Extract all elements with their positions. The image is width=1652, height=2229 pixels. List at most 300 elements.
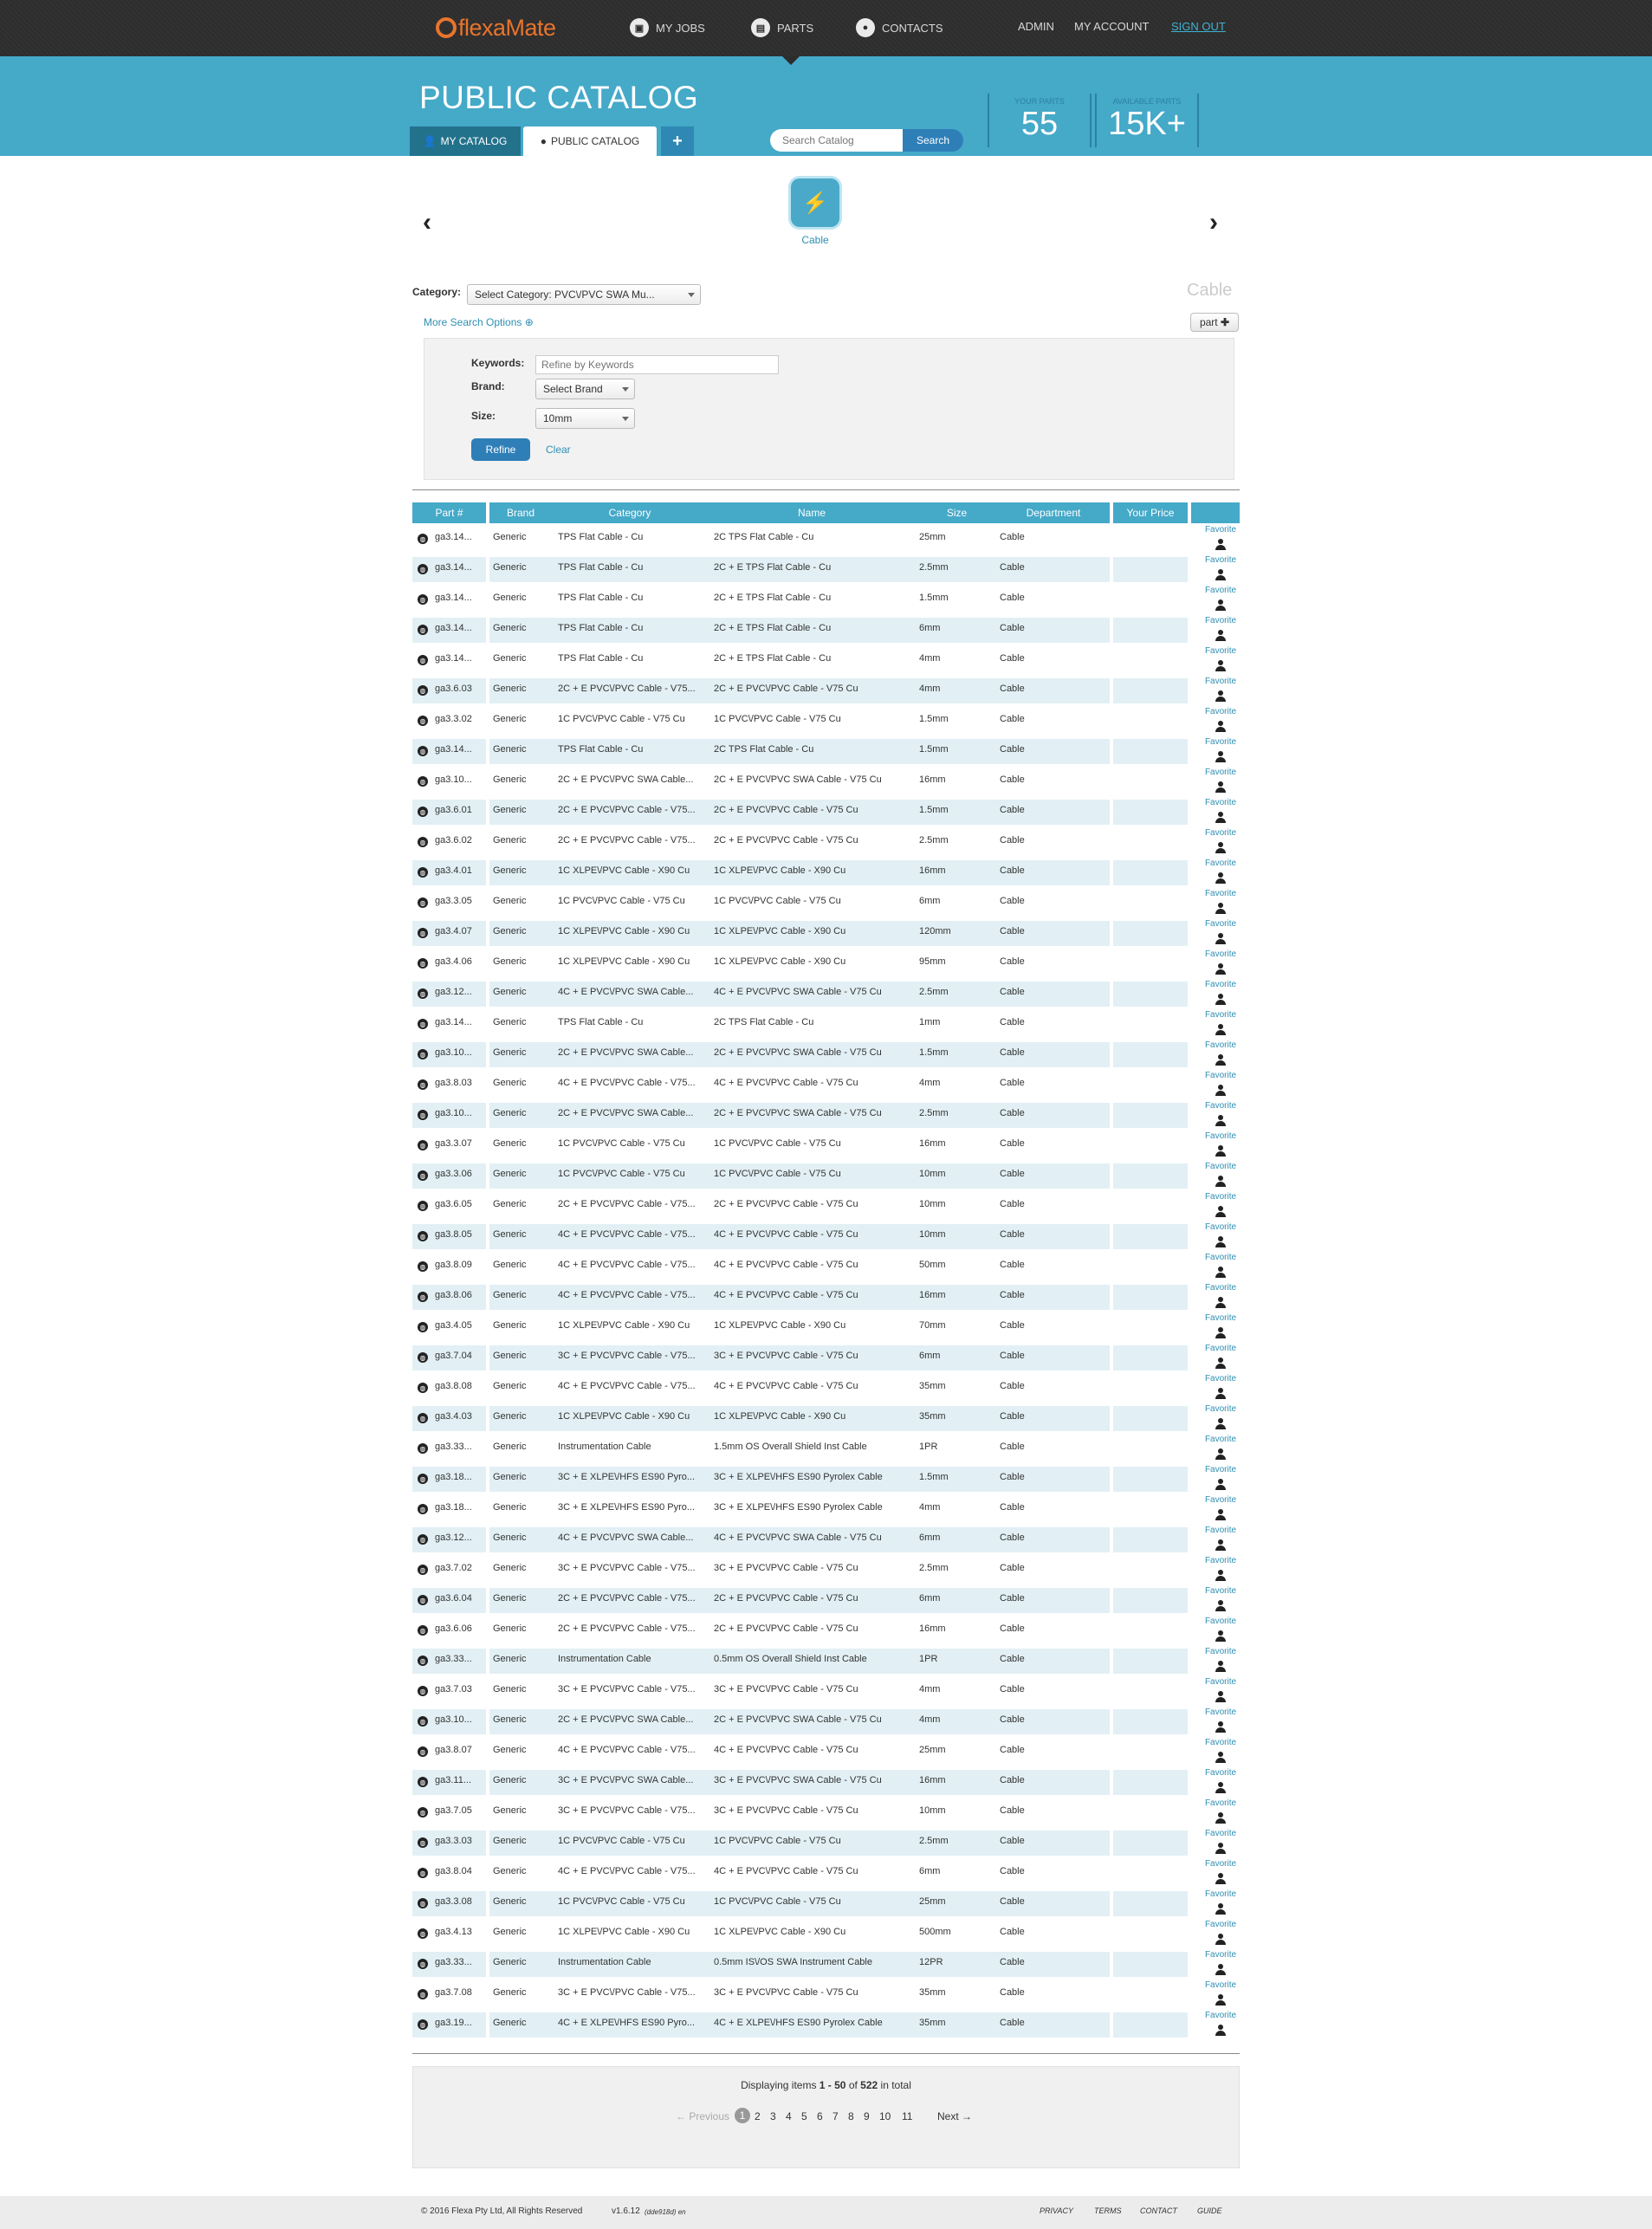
part-number-cell: ga3.8.09 bbox=[435, 1260, 472, 1270]
size-cell: 2.5mm bbox=[919, 1563, 949, 1573]
brand-cell: Generic bbox=[493, 1896, 527, 1907]
part-number-cell: ga3.8.03 bbox=[435, 1078, 472, 1088]
favorite-link[interactable]: Favorite bbox=[1204, 1738, 1237, 1747]
carousel-prev-arrow-icon[interactable]: ‹ bbox=[423, 208, 431, 237]
table-row[interactable] bbox=[412, 1952, 1240, 1980]
person-icon[interactable] bbox=[1215, 872, 1226, 884]
person-icon[interactable] bbox=[1215, 2025, 1226, 2037]
favorite-link[interactable]: Favorite bbox=[1204, 1465, 1237, 1474]
brand-cell: Generic bbox=[493, 1411, 527, 1422]
table-row[interactable] bbox=[412, 1315, 1240, 1344]
size-cell: 1.5mm bbox=[919, 744, 949, 755]
department-cell: Cable bbox=[1000, 1502, 1025, 1513]
table-row[interactable] bbox=[412, 1861, 1240, 1889]
person-icon[interactable] bbox=[1215, 1934, 1226, 1946]
brand-cell: Generic bbox=[493, 1532, 527, 1543]
part-number-cell: ga3.10... bbox=[435, 774, 472, 785]
person-icon[interactable] bbox=[1215, 630, 1226, 642]
favorite-link[interactable]: Favorite bbox=[1204, 616, 1237, 625]
table-row[interactable] bbox=[412, 1982, 1240, 2011]
category-cell: Instrumentation Cable bbox=[558, 1654, 651, 1664]
person-icon[interactable] bbox=[1215, 569, 1226, 581]
table-row[interactable] bbox=[412, 1254, 1240, 1283]
col-header-category[interactable]: Category bbox=[608, 507, 651, 519]
pagination-page[interactable]: 2 bbox=[755, 2110, 761, 2122]
favorite-link[interactable]: Favorite bbox=[1204, 1617, 1237, 1626]
name-cell: 1C PVC\/PVC Cable - V75 Cu bbox=[714, 1896, 841, 1907]
favorite-link[interactable]: Favorite bbox=[1204, 889, 1237, 898]
table-row[interactable] bbox=[412, 709, 1240, 737]
globe-icon: ◍ bbox=[418, 1807, 428, 1818]
available-parts-label: AVAILABLE PARTS bbox=[1112, 97, 1182, 106]
row-background bbox=[1113, 557, 1188, 582]
tab-my-catalog[interactable] bbox=[410, 126, 521, 156]
table-row[interactable] bbox=[412, 951, 1240, 980]
table-row[interactable] bbox=[412, 1831, 1240, 1859]
row-background bbox=[1113, 1103, 1188, 1128]
size-cell: 2.5mm bbox=[919, 987, 949, 997]
person-icon[interactable] bbox=[1215, 1964, 1226, 1976]
favorite-link[interactable]: Favorite bbox=[1204, 1253, 1237, 1262]
name-cell: 2C + E TPS Flat Cable - Cu bbox=[714, 653, 832, 664]
table-row[interactable] bbox=[412, 1436, 1240, 1465]
table-row[interactable] bbox=[412, 1345, 1240, 1374]
brand-cell: Generic bbox=[493, 1684, 527, 1694]
person-icon[interactable] bbox=[1215, 1267, 1226, 1279]
globe-icon: ◍ bbox=[418, 1383, 428, 1393]
refine-button[interactable]: Refine bbox=[471, 438, 530, 461]
favorite-link[interactable]: Favorite bbox=[1204, 1798, 1237, 1808]
department-cell: Cable bbox=[1000, 1138, 1025, 1149]
person-icon[interactable] bbox=[1215, 660, 1226, 672]
brand-cell: Generic bbox=[493, 1169, 527, 1179]
department-cell: Cable bbox=[1000, 1320, 1025, 1331]
favorite-link[interactable]: Favorite bbox=[1204, 1526, 1237, 1535]
favorite-link[interactable]: Favorite bbox=[1204, 768, 1237, 777]
person-icon[interactable] bbox=[1215, 1176, 1226, 1188]
table-row[interactable] bbox=[412, 1527, 1240, 1556]
carousel-next-arrow-icon[interactable]: › bbox=[1209, 208, 1218, 237]
person-icon[interactable] bbox=[1215, 751, 1226, 763]
globe-icon: ◍ bbox=[418, 594, 428, 605]
chevron-down-icon bbox=[622, 387, 629, 392]
col-header-part[interactable]: Part # bbox=[412, 502, 486, 523]
category-select[interactable] bbox=[467, 284, 701, 305]
favorite-link[interactable]: Favorite bbox=[1204, 646, 1237, 656]
globe-icon: ◍ bbox=[418, 1474, 428, 1484]
favorite-link[interactable]: Favorite bbox=[1204, 1556, 1237, 1565]
favorite-link[interactable]: Favorite bbox=[1204, 737, 1237, 747]
department-cell: Cable bbox=[1000, 1199, 1025, 1209]
person-icon[interactable] bbox=[1215, 1600, 1226, 1612]
favorite-link[interactable]: Favorite bbox=[1204, 1829, 1237, 1838]
pagination-page[interactable]: 4 bbox=[786, 2110, 792, 2122]
table-row[interactable] bbox=[412, 1709, 1240, 1738]
name-cell: 1C XLPE\/PVC Cable - X90 Cu bbox=[714, 1927, 846, 1937]
table-row[interactable] bbox=[412, 1588, 1240, 1617]
favorite-link[interactable]: Favorite bbox=[1204, 1313, 1237, 1323]
favorite-link[interactable]: Favorite bbox=[1204, 525, 1237, 535]
divider bbox=[412, 2053, 1240, 2054]
part-number-cell: ga3.4.07 bbox=[435, 926, 472, 936]
col-header-price[interactable]: Your Price bbox=[1113, 502, 1188, 523]
globe-icon: ◍ bbox=[418, 685, 428, 696]
table-row[interactable] bbox=[412, 648, 1240, 677]
favorite-link[interactable]: Favorite bbox=[1204, 2011, 1237, 2020]
favorite-link[interactable]: Favorite bbox=[1204, 555, 1237, 565]
table-row[interactable] bbox=[412, 618, 1240, 646]
person-icon[interactable] bbox=[1215, 1630, 1226, 1643]
favorite-link[interactable]: Favorite bbox=[1204, 1162, 1237, 1171]
pagination-page[interactable]: 3 bbox=[770, 2110, 776, 2122]
favorite-link[interactable]: Favorite bbox=[1204, 949, 1237, 959]
favorite-link[interactable]: Favorite bbox=[1204, 1131, 1237, 1141]
table-row[interactable] bbox=[412, 1072, 1240, 1101]
row-background bbox=[1113, 1618, 1188, 1643]
table-row[interactable] bbox=[412, 1103, 1240, 1131]
table-row[interactable] bbox=[412, 1133, 1240, 1162]
person-icon[interactable] bbox=[1215, 1843, 1226, 1855]
category-cell: 1C PVC\/PVC Cable - V75 Cu bbox=[558, 1896, 685, 1907]
name-cell: 2C + E PVC\/PVC Cable - V75 Cu bbox=[714, 805, 858, 815]
category-cell: 2C + E PVC\/PVC SWA Cable... bbox=[558, 1047, 694, 1058]
part-number-cell: ga3.3.03 bbox=[435, 1836, 472, 1846]
table-row[interactable] bbox=[412, 587, 1240, 616]
person-icon[interactable] bbox=[1215, 1206, 1226, 1218]
pagination-page[interactable]: 11 bbox=[902, 2110, 913, 2122]
size-cell: 4mm bbox=[919, 1078, 941, 1088]
person-icon[interactable] bbox=[1215, 1570, 1226, 1582]
person-icon[interactable] bbox=[1215, 1509, 1226, 1521]
nav-contacts-label: CONTACTS bbox=[882, 21, 943, 35]
pagination-page[interactable]: 8 bbox=[848, 2110, 854, 2122]
person-icon[interactable] bbox=[1215, 1782, 1226, 1794]
size-cell: 6mm bbox=[919, 1532, 941, 1543]
pagination-page[interactable]: 1 bbox=[735, 2108, 750, 2123]
pagination-next[interactable]: Next → bbox=[937, 2110, 973, 2122]
row-background bbox=[1113, 1921, 1188, 1947]
table-row[interactable] bbox=[412, 891, 1240, 919]
favorite-link[interactable]: Favorite bbox=[1204, 586, 1237, 595]
size-cell: 4mm bbox=[919, 1714, 941, 1725]
nav-contacts[interactable] bbox=[856, 17, 943, 38]
row-background bbox=[1113, 1861, 1188, 1886]
brand-cell: Generic bbox=[493, 1927, 527, 1937]
brand-cell: Generic bbox=[493, 2018, 527, 2028]
person-icon[interactable] bbox=[1215, 1812, 1226, 1824]
favorite-link[interactable]: Favorite bbox=[1204, 1495, 1237, 1505]
row-background bbox=[1113, 618, 1188, 643]
row-background bbox=[1113, 1831, 1188, 1856]
table-row[interactable] bbox=[412, 1891, 1240, 1920]
person-icon[interactable] bbox=[1215, 1357, 1226, 1370]
person-icon[interactable] bbox=[1215, 963, 1226, 975]
brand-select[interactable] bbox=[535, 379, 635, 399]
table-row[interactable] bbox=[412, 1497, 1240, 1526]
favorite-link[interactable]: Favorite bbox=[1204, 859, 1237, 868]
person-icon[interactable] bbox=[1215, 539, 1226, 551]
footer-contact-link[interactable]: CONTACT bbox=[1140, 2206, 1177, 2215]
search-catalog-input[interactable] bbox=[770, 129, 904, 152]
globe-icon: ◍ bbox=[418, 1079, 428, 1090]
table-row[interactable] bbox=[412, 1224, 1240, 1253]
col-header-size[interactable]: Size bbox=[946, 507, 968, 519]
favorite-link[interactable]: Favorite bbox=[1204, 828, 1237, 838]
carousel-viewport bbox=[424, 173, 1201, 264]
favorite-link[interactable]: Favorite bbox=[1204, 1889, 1237, 1899]
clear-link[interactable]: Clear bbox=[546, 444, 571, 456]
size-select[interactable] bbox=[535, 408, 635, 429]
category-cell: 2C + E PVC\/PVC Cable - V75... bbox=[558, 1593, 696, 1604]
pagination-page[interactable]: 5 bbox=[801, 2110, 807, 2122]
name-cell: 1C XLPE\/PVC Cable - X90 Cu bbox=[714, 1320, 846, 1331]
person-icon[interactable] bbox=[1215, 1903, 1226, 1915]
table-row[interactable] bbox=[412, 1194, 1240, 1222]
person-icon[interactable] bbox=[1215, 1721, 1226, 1733]
person-icon[interactable] bbox=[1215, 903, 1226, 915]
part-number-cell: ga3.11... bbox=[435, 1775, 471, 1785]
favorite-link[interactable]: Favorite bbox=[1204, 707, 1237, 716]
flexamate-logo[interactable] bbox=[436, 13, 556, 42]
size-cell: 1mm bbox=[919, 1017, 941, 1027]
favorite-link[interactable]: Favorite bbox=[1204, 1071, 1237, 1080]
table-row[interactable] bbox=[412, 1042, 1240, 1071]
favorite-link[interactable]: Favorite bbox=[1204, 1586, 1237, 1596]
favorite-link[interactable]: Favorite bbox=[1204, 1040, 1237, 1050]
table-row[interactable] bbox=[412, 1163, 1240, 1192]
pagination-of: of bbox=[845, 2079, 861, 2091]
favorite-link[interactable]: Favorite bbox=[1204, 1980, 1237, 1990]
favorite-link[interactable]: Favorite bbox=[1204, 1222, 1237, 1232]
person-icon[interactable] bbox=[1215, 1448, 1226, 1461]
person-icon[interactable] bbox=[1215, 1418, 1226, 1430]
person-icon[interactable] bbox=[1215, 933, 1226, 945]
favorite-link[interactable]: Favorite bbox=[1204, 1344, 1237, 1353]
size-cell: 16mm bbox=[919, 1290, 946, 1300]
col-header-brand[interactable]: Brand bbox=[506, 507, 535, 519]
favorite-link[interactable]: Favorite bbox=[1204, 1920, 1237, 1929]
category-cell: 2C + E PVC\/PVC Cable - V75... bbox=[558, 805, 696, 815]
name-cell: 2C + E TPS Flat Cable - Cu bbox=[714, 562, 832, 573]
person-icon[interactable] bbox=[1215, 1661, 1226, 1673]
person-icon[interactable] bbox=[1215, 721, 1226, 733]
brand-cell: Generic bbox=[493, 835, 527, 846]
person-icon[interactable] bbox=[1215, 1054, 1226, 1066]
brand-cell: Generic bbox=[493, 1957, 527, 1967]
department-cell: Cable bbox=[1000, 896, 1025, 906]
nav-parts[interactable] bbox=[751, 17, 813, 38]
brand-cell: Generic bbox=[493, 865, 527, 876]
nav-sign-out[interactable]: SIGN OUT bbox=[1171, 20, 1226, 33]
table-row[interactable] bbox=[412, 739, 1240, 768]
category-cable[interactable] bbox=[772, 178, 858, 247]
pagination-page[interactable]: 10 bbox=[879, 2110, 891, 2122]
table-row[interactable] bbox=[412, 1800, 1240, 1829]
person-icon[interactable] bbox=[1215, 1024, 1226, 1036]
brand-cell: Generic bbox=[493, 1442, 527, 1452]
tab-public-catalog[interactable] bbox=[523, 126, 657, 156]
footer-privacy-link[interactable]: PRIVACY bbox=[1040, 2206, 1074, 2215]
brand-cell: Generic bbox=[493, 1805, 527, 1816]
globe-icon: ◍ bbox=[418, 928, 428, 938]
plus-icon: ✚ bbox=[1220, 316, 1230, 328]
globe-icon: ◍ bbox=[418, 1746, 428, 1757]
favorite-link[interactable]: Favorite bbox=[1204, 1101, 1237, 1111]
nav-admin[interactable]: ADMIN bbox=[1018, 20, 1054, 33]
col-header-department[interactable]: Department bbox=[1026, 507, 1081, 519]
category-cell: 1C PVC\/PVC Cable - V75 Cu bbox=[558, 896, 685, 906]
favorite-link[interactable]: Favorite bbox=[1204, 798, 1237, 807]
brand-cell: Generic bbox=[493, 1229, 527, 1240]
pagination-page[interactable]: 9 bbox=[864, 2110, 870, 2122]
footer-terms-link[interactable]: TERMS bbox=[1094, 2206, 1122, 2215]
table-row[interactable] bbox=[412, 1558, 1240, 1586]
table-row[interactable] bbox=[412, 557, 1240, 586]
name-cell: 1C PVC\/PVC Cable - V75 Cu bbox=[714, 714, 841, 724]
name-cell: 4C + E PVC\/PVC Cable - V75 Cu bbox=[714, 1745, 858, 1755]
col-header-name[interactable]: Name bbox=[797, 507, 826, 519]
person-icon[interactable] bbox=[1215, 1236, 1226, 1248]
person-icon[interactable] bbox=[1215, 1691, 1226, 1703]
brand-cell: Generic bbox=[493, 1108, 527, 1118]
tab-public-catalog-label: PUBLIC CATALOG bbox=[551, 135, 640, 147]
favorite-link[interactable]: Favorite bbox=[1204, 1283, 1237, 1293]
person-icon[interactable] bbox=[1215, 1539, 1226, 1552]
globe-icon: ◍ bbox=[418, 1959, 428, 1969]
department-cell: Cable bbox=[1000, 1654, 1025, 1664]
add-part-button[interactable] bbox=[1190, 313, 1239, 332]
table-row[interactable] bbox=[412, 1921, 1240, 1950]
brand-cell: Generic bbox=[493, 623, 527, 633]
name-cell: 2C TPS Flat Cable - Cu bbox=[714, 532, 814, 542]
table-row[interactable] bbox=[412, 1649, 1240, 1677]
logo-text: flexaMate bbox=[458, 14, 556, 41]
department-cell: Cable bbox=[1000, 593, 1025, 603]
favorite-link[interactable]: Favorite bbox=[1204, 677, 1237, 686]
add-catalog-button[interactable]: + bbox=[661, 126, 694, 156]
size-cell: 1.5mm bbox=[919, 1472, 949, 1482]
globe-icon: ◍ bbox=[418, 1656, 428, 1666]
table-row[interactable] bbox=[412, 1770, 1240, 1798]
department-cell: Cable bbox=[1000, 1836, 1025, 1846]
row-background bbox=[1113, 1800, 1188, 1825]
table-row[interactable] bbox=[412, 1679, 1240, 1707]
favorite-link[interactable]: Favorite bbox=[1204, 980, 1237, 989]
size-cell: 1.5mm bbox=[919, 805, 949, 815]
table-row[interactable] bbox=[412, 678, 1240, 707]
favorite-link[interactable]: Favorite bbox=[1204, 1707, 1237, 1717]
person-icon[interactable] bbox=[1215, 1994, 1226, 2006]
more-search-options-link[interactable] bbox=[424, 316, 534, 328]
favorite-link[interactable]: Favorite bbox=[1204, 1859, 1237, 1869]
category-cell: TPS Flat Cable - Cu bbox=[558, 562, 644, 573]
table-row[interactable] bbox=[412, 800, 1240, 828]
size-cell: 1.5mm bbox=[919, 714, 949, 724]
table-row[interactable] bbox=[412, 1376, 1240, 1404]
person-icon[interactable] bbox=[1215, 1752, 1226, 1764]
person-icon[interactable] bbox=[1215, 781, 1226, 794]
category-cell: 4C + E PVC\/PVC Cable - V75... bbox=[558, 1260, 696, 1270]
person-icon[interactable] bbox=[1215, 1327, 1226, 1339]
globe-icon: ◍ bbox=[418, 1716, 428, 1727]
nav-my-jobs[interactable] bbox=[630, 17, 705, 38]
footer-guide-link[interactable]: GUIDE bbox=[1197, 2206, 1222, 2215]
category-cell: 3C + E PVC\/PVC Cable - V75... bbox=[558, 1805, 696, 1816]
person-icon[interactable] bbox=[1215, 1479, 1226, 1491]
globe-icon: ● bbox=[540, 135, 547, 147]
person-icon[interactable] bbox=[1215, 690, 1226, 703]
table-row[interactable] bbox=[412, 769, 1240, 798]
category-cell: TPS Flat Cable - Cu bbox=[558, 593, 644, 603]
brand-cell: Generic bbox=[493, 1775, 527, 1785]
favorite-link[interactable]: Favorite bbox=[1204, 1374, 1237, 1383]
table-row[interactable] bbox=[412, 1012, 1240, 1040]
person-icon[interactable] bbox=[1215, 599, 1226, 612]
table-row[interactable] bbox=[412, 830, 1240, 859]
name-cell: 4C + E PVC\/PVC Cable - V75 Cu bbox=[714, 1866, 858, 1876]
table-row[interactable] bbox=[412, 1618, 1240, 1647]
person-icon[interactable] bbox=[1215, 1115, 1226, 1127]
size-cell: 2.5mm bbox=[919, 835, 949, 846]
favorite-link[interactable]: Favorite bbox=[1204, 919, 1237, 929]
size-cell: 16mm bbox=[919, 1138, 946, 1149]
pagination-page[interactable]: 6 bbox=[817, 2110, 823, 2122]
pagination-page[interactable]: 7 bbox=[832, 2110, 839, 2122]
keywords-input[interactable] bbox=[535, 355, 779, 374]
favorite-link[interactable]: Favorite bbox=[1204, 1950, 1237, 1960]
favorite-link[interactable]: Favorite bbox=[1204, 1435, 1237, 1444]
favorite-link[interactable]: Favorite bbox=[1204, 1677, 1237, 1687]
globe-icon: ◍ bbox=[418, 988, 428, 999]
table-row[interactable] bbox=[412, 921, 1240, 949]
person-icon[interactable] bbox=[1215, 1873, 1226, 1885]
favorite-link[interactable]: Favorite bbox=[1204, 1647, 1237, 1656]
part-number-cell: ga3.18... bbox=[435, 1472, 472, 1482]
table-row[interactable] bbox=[412, 982, 1240, 1010]
table-row[interactable] bbox=[412, 1740, 1240, 1768]
brand-cell: Generic bbox=[493, 714, 527, 724]
part-number-cell: ga3.4.13 bbox=[435, 1927, 472, 1937]
person-icon[interactable] bbox=[1215, 812, 1226, 824]
table-row[interactable] bbox=[412, 1285, 1240, 1313]
person-icon[interactable] bbox=[1215, 842, 1226, 854]
row-background bbox=[1113, 951, 1188, 976]
department-cell: Cable bbox=[1000, 1957, 1025, 1967]
size-cell: 6mm bbox=[919, 1866, 941, 1876]
part-number-cell: ga3.14... bbox=[435, 744, 472, 755]
part-number-cell: ga3.6.03 bbox=[435, 684, 472, 694]
favorite-link[interactable]: Favorite bbox=[1204, 1404, 1237, 1414]
brand-cell: Generic bbox=[493, 1745, 527, 1755]
table-row[interactable] bbox=[412, 527, 1240, 555]
search-button[interactable]: Search bbox=[903, 129, 963, 152]
person-icon[interactable] bbox=[1215, 994, 1226, 1006]
favorite-link[interactable]: Favorite bbox=[1204, 1192, 1237, 1202]
table-row[interactable] bbox=[412, 860, 1240, 889]
globe-icon: ◍ bbox=[418, 1898, 428, 1908]
favorite-link[interactable]: Favorite bbox=[1204, 1768, 1237, 1778]
favorite-link[interactable]: Favorite bbox=[1204, 1010, 1237, 1020]
person-icon[interactable] bbox=[1215, 1085, 1226, 1097]
logo-ring-icon bbox=[436, 17, 457, 38]
person-icon[interactable] bbox=[1215, 1388, 1226, 1400]
table-row[interactable] bbox=[412, 1467, 1240, 1495]
nav-my-account[interactable]: MY ACCOUNT bbox=[1074, 20, 1150, 33]
person-icon[interactable] bbox=[1215, 1145, 1226, 1157]
person-icon[interactable] bbox=[1215, 1297, 1226, 1309]
table-row[interactable] bbox=[412, 1406, 1240, 1435]
table-row[interactable] bbox=[412, 2012, 1240, 2041]
